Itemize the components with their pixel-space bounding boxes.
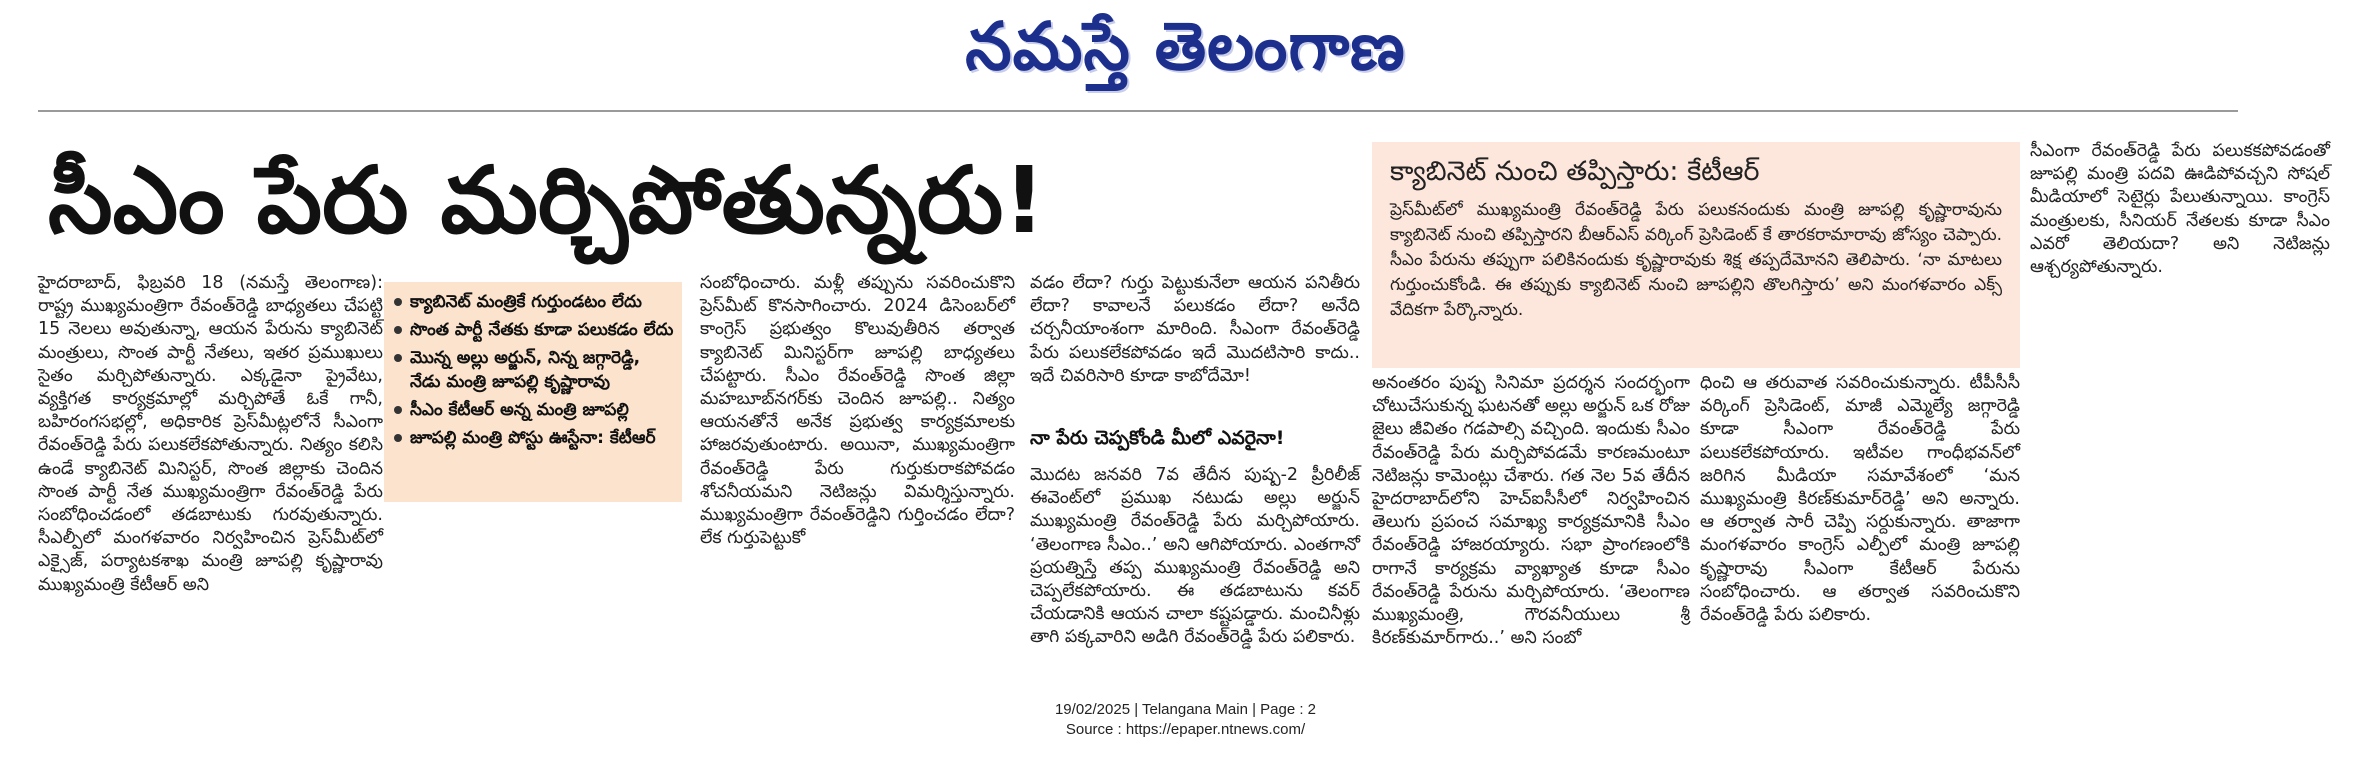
article-text: మొదట జనవరి 7వ తేదీన పుష్ప-2 ప్రీరిలీజ్ ఈవెంట్‌లో ప్రముఖ నటుడు అల్లు అర్జున్ ముఖ్యమంత్రి రేవంత్‌రెడ్డి పేరు మర్చిపోయారు. ‘తెలంగాణ సీఎం..’ అని ఆగిపోయారు. ఎంతగానో ప్రయత్నిస్తే తప్ప ముఖ్యమంత్రి రేవంత్‌రెడ్డి అని చెప్పలేకపోయారు. ఈ తడబాటును కవర్ చేయడానికి ఆయన చాలా కష్టపడ్డారు. మంచినీళ్లు తాగి పక్కవారిని అడిగి రేవంత్‌రెడ్డి పేరు పలికారు. <box>1030 465 1360 648</box>
bullet-icon <box>394 326 402 334</box>
article-column-2 <box>700 272 1015 642</box>
article-column-4 <box>1372 372 1690 649</box>
article-column-1 <box>38 272 383 642</box>
article-text: సంబోధించారు. మళ్లీ తప్పును సవరించుకొని ప్రెస్‌మీట్ కొనసాగించారు. 2024 డిసెంబర్‌లో కాంగ్రెస్ ప్రభుత్వం కొలువుతీరిన తర్వాత క్యాబినెట్ మినిస్టర్‌గా జూపల్లి బాధ్యతలు చేపట్టారు. సీఎం రేవంత్‌రెడ్డి సొంత జిల్లా మహబూబ్‌నగర్‌కు చెందిన జూపల్లి.. నిత్యం ఆయనతోనే అనేక ప్రభుత్వ కార్యక్రమాలకు హాజరవుతుంటారు. అయినా, ముఖ్యమంత్రిగా రేవంత్‌రెడ్డి పేరు గుర్తుకురాకపోవడం శోచనీయమని నెటిజన్లు విమర్శిస్తున్నారు. ముఖ్యమంత్రిగా రేవంత్‌రెడ్డిని గుర్తించడం లేదా? లేక గుర్తుపెట్టుకో <box>700 273 1015 549</box>
highlight-item: జూపల్లి మంత్రి పోస్టు ఊస్టేనా: కేటీఆర్ <box>392 426 674 450</box>
masthead-divider <box>38 110 2238 112</box>
article-text: సీఎంగా రేవంత్‌రెడ్డి పేరు పలుకకపోవడంతో జూపల్లి మంత్రి పదవి ఊడిపోవచ్చని సోషల్ మీడియాలో సెటైర్లు పేలుతున్నాయి. కాంగ్రెస్ మంత్రులకు, సీనియర్ నేతలకు కూడా సీఎం ఎవరో తెలియదా? అని నెటిజన్లు ఆశ్చర్యపోతున్నారు. <box>2030 141 2330 278</box>
bullet-icon <box>394 406 402 414</box>
main-headline: సీఎం పేరు మర్చిపోతున్నరు! <box>48 147 1046 254</box>
article-column-3-continued <box>1030 464 1360 648</box>
highlight-item: క్యాబినెట్ మంత్రికే గుర్తుండటం లేదు <box>392 290 674 314</box>
article-text: వడం లేదా? గుర్తు పెట్టుకునేలా ఆయన పనితీరు లేదా? కావాలనే పలుకడం లేదా? అనేది చర్చనీయాంశంగా మారింది. సీఎంగా రేవంత్‌రెడ్డి పేరు పలుకలేకపోవడం ఇదే మొదటిసారి కాదు.. ఇదే చివరిసారి కూడా కాబోదేమో! <box>1030 273 1360 386</box>
footer-date-line: 19/02/2025 | Telangana Main | Page : 2 <box>1054 701 1317 718</box>
highlight-item: మొన్న అల్లు అర్జున్, నిన్న జగ్గారెడ్డి, నేడు మంత్రి జూపల్లి కృష్ణారావు <box>392 346 674 394</box>
article-subheading: నా పేరు చెప్పకోండి మీలో ఎవరైనా! <box>1030 427 1285 449</box>
sidebar-box <box>1372 142 2020 368</box>
article-column-6 <box>2030 140 2330 640</box>
footer-source-link[interactable]: Source : https://epaper.ntnews.com/ <box>1065 721 1306 738</box>
highlights-list <box>392 290 674 450</box>
highlights-box <box>384 282 682 502</box>
sidebar-text: ప్రెస్‌మీట్‌లో ముఖ్యమంత్రి రేవంత్‌రెడ్డి పేరు పలుకనందుకు మంత్రి జూపల్లి కృష్ణారావును క్యాబినెట్ నుంచి తప్పిస్తారని బీఆర్‌ఎస్ వర్కింగ్ ప్రెసిడెంట్ కే తారకరామారావు జోస్యం చెప్పారు. సీఎం పేరును తప్పుగా పలికినందుకు కృష్ణారావుకు శిక్ష తప్పదేమోనని తెలిపారు. ‘నా మాటలు గుర్తుంచుకోండి. ఈ తప్పుకు క్యాబినెట్ నుంచి జూపల్లిని తొలగిస్తారు’ అని మంగళవారం ఎక్స్ వేదికగా పేర్కొన్నారు. <box>1390 200 2002 320</box>
article-text: హైదరాబాద్, ఫిబ్రవరి 18 (నమస్తే తెలంగాణ): రాష్ట్ర ముఖ్యమంత్రిగా రేవంత్‌రెడ్డి బాధ్యతలు చేపట్టి 15 నెలలు అవుతున్నా, ఆయన పేరును క్యాబినెట్ మంత్రులు, సొంత పార్టీ నేతలు, ఇతర ప్రముఖులు సైతం మర్చిపోతున్నారు. ఎక్కడైనా ప్రైవేటు, వ్యక్తిగత కార్యక్రమాల్లో మర్చిపోతే ఓకే గానీ, బహిరంగసభల్లో, అధికారిక ప్రెస్‌మీట్లలోనే సీఎంగా రేవంత్‌రెడ్డి పేరు పలుకలేకపోతున్నారు. నిత్యం కలిసి ఉండే క్యాబినెట్ మినిస్టర్, సొంత జిల్లాకు చెందిన సొంత పార్టీ నేత ముఖ్యమంత్రిగా రేవంత్‌రెడ్డి పేరు సంబోధించడంలో తడబాటుకు గురవుతున్నారు. సీఎల్పీలో మంగళవారం నిర్వహించిన ప్రెస్‌మీట్‌లో ఎక్సైజ్, పర్యాటకశాఖ మంత్రి జూపల్లి కృష్ణారావు ముఖ్యమంత్రి కేటీఆర్ అని <box>38 273 383 595</box>
article-column-5 <box>1700 372 2020 642</box>
article-text: అనంతరం పుష్ప సినిమా ప్రదర్శన సందర్భంగా చోటుచేసుకున్న ఘటనతో అల్లు అర్జున్ ఒక రోజు జైలు జీవితం గడపాల్సి వచ్చింది. ఇందుకు సీఎం రేవంత్‌రెడ్డి పేరు మర్చిపోవడమే కారణమంటూ నెటిజన్లు కామెంట్లు చేశారు. గత నెల 5వ తేదీన హైదరాబాద్‌లోని హెచ్‌ఐసీసీలో నిర్వహించిన తెలుగు ప్రపంచ సమాఖ్య కార్యక్రమానికి సీఎం రేవంత్‌రెడ్డి హాజరయ్యారు. సభా ప్రాంగణంలోకి రాగానే కార్యక్రమ వ్యాఖ్యాత కూడా సీఎం రేవంత్‌రెడ్డి పేరును మర్చిపోయారు. ‘తెలంగాణ ముఖ్యమంత్రి, గౌరవనీయులు శ్రీ కిరణ్‌కుమార్‌గారు..’ అని సంబో <box>1372 373 1690 649</box>
sidebar-title: క్యాబినెట్ నుంచి తప్పిస్తారు: కేటీఆర్ <box>1390 156 1760 187</box>
newspaper-logo: నమస్తే తెలంగాణ <box>965 7 1406 85</box>
masthead <box>0 4 2371 88</box>
bullet-icon <box>394 354 402 362</box>
article-column-3 <box>1030 272 1360 386</box>
highlight-item: సీఎం కేటీఆర్ అన్న మంత్రి జూపల్లి <box>392 398 674 422</box>
article-text: ధించి ఆ తరువాత సవరించుకున్నారు. టీపీసీసీ వర్కింగ్ ప్రెసిడెంట్, మాజీ ఎమ్మెల్యే జగ్గారెడ్డి కూడా సీఎంగా రేవంత్‌రెడ్డి పేరు పలుకలేకపోయారు. ఇటీవల గాంధీభవన్‌లో జరిగిన మీడియా సమావేశంలో ‘మన ముఖ్యమంత్రి కిరణ్‌కుమార్‌రెడ్డి’ అని అన్నారు. ఆ తర్వాత సారీ చెప్పి సర్దుకున్నారు. తాజాగా మంగళవారం కాంగ్రెస్ ఎల్పీలో మంత్రి జూపల్లి కృష్ణారావు సీఎంగా కేటీఆర్ పేరును సంబోధించారు. ఆ తర్వాత సవరించుకొని రేవంత్‌రెడ్డి పేరు పలికారు. <box>1700 373 2020 626</box>
bullet-icon <box>394 434 402 442</box>
highlight-item: సొంత పార్టీ నేతకు కూడా పలుకడం లేదు <box>392 318 674 342</box>
page-footer <box>0 700 2371 740</box>
bullet-icon <box>394 298 402 306</box>
